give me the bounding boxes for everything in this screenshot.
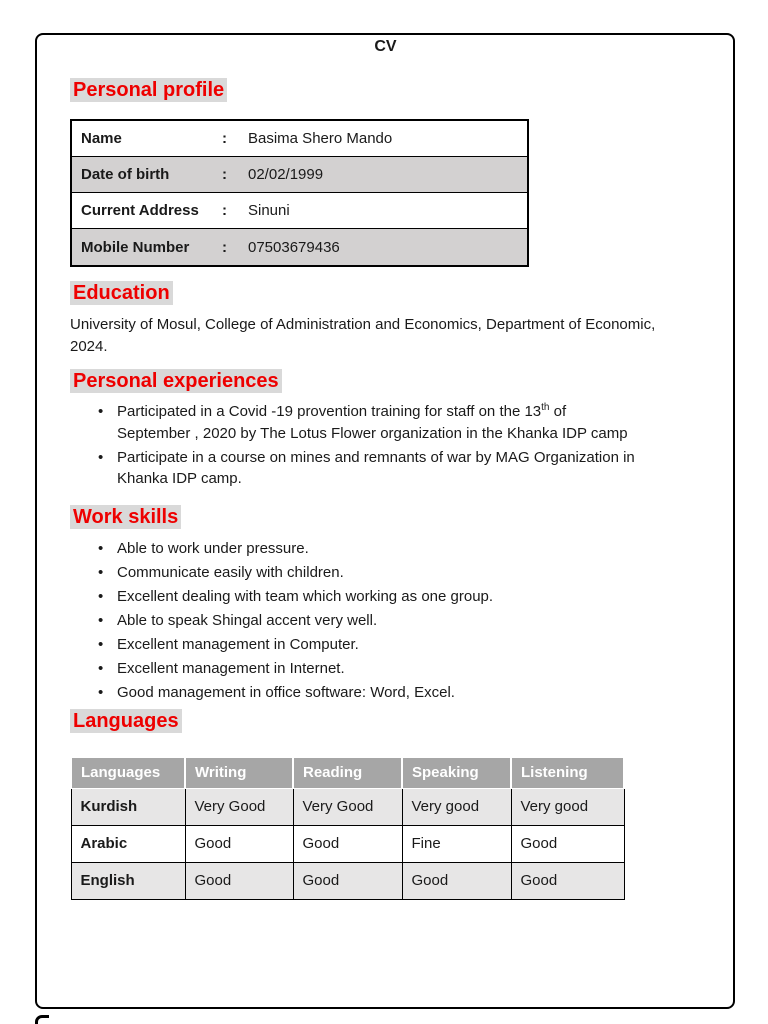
list-item: • Able to work under pressure. xyxy=(96,538,641,560)
experience-text-before: Participated in a Covid -19 provention training for staff on the 13 xyxy=(117,403,542,420)
column-header: Languages xyxy=(71,757,185,788)
column-header: Speaking xyxy=(402,757,511,788)
language-name-cell: English xyxy=(71,862,185,899)
heading-personal-experiences xyxy=(70,369,701,393)
profile-label: Current Address xyxy=(81,202,199,219)
table-cell: Very Good xyxy=(293,788,402,825)
heading-personal-experiences-label: Personal experiences xyxy=(70,369,282,393)
heading-languages-label: Languages xyxy=(70,709,182,733)
table-cell: Very Good xyxy=(185,788,293,825)
profile-value: 07503679436 xyxy=(248,238,340,256)
table-cell: Good xyxy=(185,862,293,899)
profile-row-dob xyxy=(72,157,527,193)
list-item: • Communicate easily with children. xyxy=(96,562,641,584)
profile-label: Name xyxy=(81,130,122,147)
heading-languages xyxy=(70,709,701,733)
languages-header-row xyxy=(71,757,624,788)
language-name-cell: Kurdish xyxy=(71,788,185,825)
profile-label: Mobile Number xyxy=(81,238,190,256)
table-cell: Very good xyxy=(402,788,511,825)
profile-value: Sinuni xyxy=(248,202,290,219)
column-header: Writing xyxy=(185,757,293,788)
profile-value: 02/02/1999 xyxy=(248,166,324,183)
education-text: University of Mosul, College of Administration and Economics, Department of Economic, 2024. xyxy=(70,316,656,355)
table-cell: Good xyxy=(511,825,624,862)
table-cell: Good xyxy=(293,862,402,899)
language-name-cell: Arabic xyxy=(71,825,185,862)
list-item: • Able to speak Shingal accent very well. xyxy=(96,610,641,632)
table-cell: Good xyxy=(293,825,402,862)
table-cell: Good xyxy=(185,825,293,862)
column-header: Listening xyxy=(511,757,624,788)
list-item: • Excellent dealing with team which working as one group. xyxy=(96,586,641,608)
list-item xyxy=(96,401,641,444)
profile-row-name xyxy=(72,121,527,157)
heading-work-skills-label: Work skills xyxy=(70,505,181,529)
profile-separator: : xyxy=(222,166,227,183)
list-item: • Excellent management in Internet. xyxy=(96,658,641,680)
heading-education xyxy=(70,281,701,305)
profile-row-address xyxy=(72,193,527,229)
experiences-list xyxy=(96,401,701,490)
page-border xyxy=(35,33,735,1009)
profile-separator: : xyxy=(222,238,227,256)
table-row-kurdish xyxy=(71,788,624,825)
profile-value: Basima Shero Mando xyxy=(248,130,393,147)
personal-profile-table xyxy=(70,119,529,267)
heading-personal-profile xyxy=(70,78,701,102)
list-item: • Excellent management in Computer. xyxy=(96,634,641,656)
table-cell: Good xyxy=(402,862,511,899)
heading-personal-profile-label: Personal profile xyxy=(70,78,227,102)
column-header: Reading xyxy=(293,757,402,788)
next-page-border-fragment xyxy=(35,1015,49,1024)
table-cell: Good xyxy=(511,862,624,899)
experience-superscript: th xyxy=(541,402,550,413)
list-item: • Participate in a course on mines and remnants of war by MAG Organization in Khanka IDP camp. xyxy=(96,447,641,490)
profile-label: Date of birth xyxy=(81,166,170,183)
table-cell: Very good xyxy=(511,788,624,825)
experience-text-after: of September , 2020 by The Lotus Flower organization in the Khanka IDP camp xyxy=(117,403,628,442)
work-skills-list xyxy=(96,538,701,704)
table-row-english xyxy=(71,862,624,899)
list-item: • Good management in office software: Word, Excel. xyxy=(96,682,641,704)
profile-row-mobile xyxy=(72,229,527,265)
table-cell: Fine xyxy=(402,825,511,862)
document-title: CV xyxy=(374,38,397,55)
profile-separator: : xyxy=(222,202,227,219)
heading-education-label: Education xyxy=(70,281,173,305)
languages-table xyxy=(70,756,625,900)
heading-work-skills xyxy=(70,505,701,529)
profile-separator: : xyxy=(222,130,227,147)
table-row-arabic xyxy=(71,825,624,862)
